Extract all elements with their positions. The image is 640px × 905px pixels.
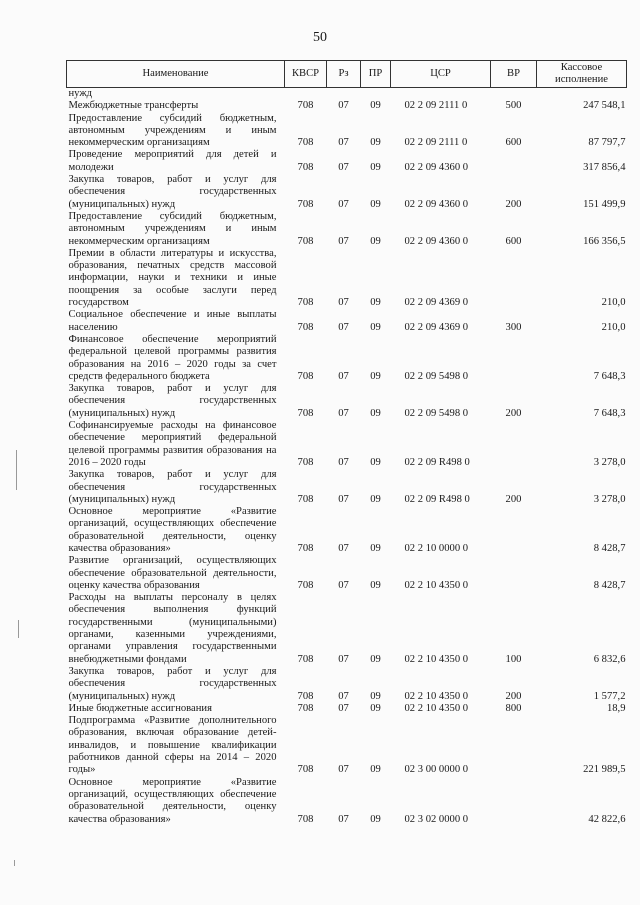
cell-kvsr: 708 (297, 137, 314, 149)
cell-kvsr: 708 (297, 764, 314, 776)
cell-rz: 07 (338, 702, 349, 714)
budget-table-container (66, 60, 626, 826)
cell-pr: 09 (370, 813, 381, 825)
cell-rz: 07 (338, 653, 349, 665)
cell-pr: 09 (370, 579, 381, 591)
cell-amount: 221 989,5 (583, 764, 626, 776)
cell-rz: 07 (338, 542, 349, 554)
cell-name: Закупка товаров, работ и услуг для обеспечения государственных (муниципальных) нужд (68, 665, 277, 702)
cell-rz: 07 (338, 235, 349, 247)
cell-kvsr: 708 (297, 579, 314, 591)
table-row (67, 113, 627, 150)
cell-kvsr: 708 (297, 370, 314, 382)
header-csr: ЦСР (391, 61, 491, 88)
cell-amount: 18,9 (606, 702, 626, 714)
cell-pr: 09 (370, 542, 381, 554)
cell-vr (491, 149, 537, 174)
cell-rz: 07 (338, 456, 349, 468)
cell-kvsr: 708 (297, 161, 314, 173)
cell-name: Закупка товаров, работ и услуг для обеспечения государственных (муниципальных) нужд (68, 383, 277, 419)
cell-pr: 09 (370, 764, 381, 776)
cell-csr: 02 2 09 R498 0 (404, 456, 470, 468)
cell-vr: 600 (505, 137, 522, 149)
cell-csr: 02 2 09 5498 0 (404, 407, 469, 419)
table-row (67, 506, 627, 555)
cell-amount: 8 428,7 (593, 579, 626, 591)
table-row (67, 174, 627, 211)
cell-kvsr: 708 (297, 493, 314, 505)
header-pr: ПР (361, 61, 391, 88)
cell-kvsr (285, 88, 327, 101)
cell-vr (491, 88, 537, 101)
cell-amount: 87 797,7 (588, 137, 626, 149)
table-row (67, 420, 627, 469)
table-row (67, 149, 627, 174)
cell-amount: 317 856,4 (583, 161, 626, 173)
cell-pr: 09 (370, 321, 381, 333)
cell-amount: 247 548,1 (583, 100, 626, 112)
cell-amount: 6 832,6 (593, 653, 626, 665)
cell-amount: 7 648,3 (593, 407, 626, 419)
cell-name: Финансовое обеспечение мероприятий федеральной целевой программы развития образования на 2016 – 2020 годы за счет средств федерального бюджета (68, 333, 277, 382)
cell-pr: 09 (370, 456, 381, 468)
cell-rz: 07 (338, 321, 349, 333)
table-row (67, 703, 627, 715)
cell-pr: 09 (370, 407, 381, 419)
cell-amount: 210,0 (601, 297, 626, 309)
cell-rz: 07 (338, 493, 349, 505)
cell-name: Межбюджетные трансферты (68, 100, 199, 112)
table-row (67, 715, 627, 776)
cell-name: Предоставление субсидий бюджетным, автономным учреждениям и иным некоммерческим организациям (68, 210, 277, 247)
cell-rz: 07 (338, 161, 349, 173)
cell-kvsr: 708 (297, 813, 314, 825)
cell-vr: 300 (505, 321, 522, 333)
cell-vr: 200 (505, 198, 522, 210)
cell-pr: 09 (370, 100, 381, 112)
table-header (67, 61, 627, 88)
cell-name: Премии в области литературы и искусства, образования, печатных средств массовой информации, науки и техники и иные поощрения за особые заслуги перед государством (68, 247, 277, 309)
cell-csr: 02 2 10 4350 0 (404, 653, 469, 665)
cell-rz: 07 (338, 198, 349, 210)
page-number: 50 (313, 30, 327, 45)
cell-name: нужд (68, 88, 93, 99)
cell-name: Подпрограмма «Развитие дополнительного образования, включая образование детей-инвалидов, и повышение квалификации работников данной сферы на 2014 – 2020 годы» (68, 715, 277, 776)
cell-pr (361, 88, 391, 101)
cell-name: Проведение мероприятий для детей и молодежи (68, 149, 277, 173)
cell-csr: 02 2 09 4369 0 (404, 321, 469, 333)
cell-rz: 07 (338, 764, 349, 776)
cell-amount: 210,0 (601, 321, 626, 333)
cell-kvsr: 708 (297, 100, 314, 112)
cell-name: Закупка товаров, работ и услуг для обеспечения государственных (муниципальных) нужд (68, 174, 277, 210)
cell-rz: 07 (338, 690, 349, 702)
cell-kvsr: 708 (297, 456, 314, 468)
cell-amount: 3 278,0 (593, 456, 626, 468)
header-kvsr: КВСР (285, 61, 327, 88)
cell-vr: 600 (505, 235, 522, 247)
cell-kvsr: 708 (297, 297, 314, 309)
cell-rz: 07 (338, 100, 349, 112)
cell-csr (391, 88, 491, 101)
cell-pr: 09 (370, 137, 381, 149)
cell-csr: 02 2 10 4350 0 (404, 690, 469, 702)
cell-csr: 02 2 10 4350 0 (404, 702, 469, 714)
cell-amount: 166 356,5 (583, 235, 626, 247)
cell-rz: 07 (338, 579, 349, 591)
cell-pr: 09 (370, 493, 381, 505)
table-row (67, 777, 627, 826)
cell-pr: 09 (370, 235, 381, 247)
cell-kvsr: 708 (297, 653, 314, 665)
cell-vr: 500 (505, 100, 522, 112)
cell-csr: 02 2 10 4350 0 (404, 579, 469, 591)
table-row (67, 666, 627, 703)
table-row (67, 211, 627, 248)
table-body (67, 88, 627, 826)
cell-amount (537, 88, 627, 101)
table-row (67, 334, 627, 383)
cell-name: Расходы на выплаты персоналу в целях обеспечения выполнения функций государственными (муниципальными) органами, казенными учреждениями, органами управления государственными внебюджетными фондами (68, 592, 277, 665)
cell-pr: 09 (370, 198, 381, 210)
cell-kvsr: 708 (297, 702, 314, 714)
cell-amount: 42 822,6 (588, 813, 626, 825)
cell-kvsr: 708 (297, 198, 314, 210)
scan-speck (18, 620, 19, 638)
cell-kvsr: 708 (297, 235, 314, 247)
cell-vr (491, 420, 537, 469)
scan-speck (16, 450, 17, 490)
cell-vr: 200 (505, 690, 522, 702)
cell-name: Софинансируемые расходы на финансовое обеспечение мероприятий федеральной целевой программы развития образования на 2016 – 2020 годы (68, 420, 277, 468)
cell-rz (327, 88, 361, 101)
cell-csr: 02 2 09 2111 0 (404, 137, 468, 149)
cell-amount: 151 499,9 (583, 198, 626, 210)
budget-table (66, 60, 627, 826)
table-row (67, 88, 627, 101)
cell-rz: 07 (338, 370, 349, 382)
cell-name: Социальное обеспечение и иные выплаты населению (68, 309, 277, 333)
cell-vr: 200 (505, 493, 522, 505)
header-row (67, 61, 627, 88)
cell-csr: 02 3 02 0000 0 (404, 813, 469, 825)
table-row (67, 309, 627, 334)
cell-vr (491, 248, 537, 309)
cell-vr: 800 (505, 702, 522, 714)
cell-vr (491, 506, 537, 555)
cell-amount: 1 577,2 (593, 690, 626, 702)
cell-pr: 09 (370, 702, 381, 714)
cell-csr: 02 2 09 R498 0 (404, 493, 470, 505)
cell-vr (491, 715, 537, 776)
cell-csr: 02 2 09 4360 0 (404, 161, 469, 173)
cell-name: Предоставление субсидий бюджетным, автономным учреждениям и иным некоммерческим организациям (68, 112, 277, 149)
cell-name: Основное мероприятие «Развитие организаций, осуществляющих обеспечение образовательной деятельности, оценку качества образования» (68, 506, 277, 554)
cell-amount: 3 278,0 (593, 493, 626, 505)
cell-rz: 07 (338, 137, 349, 149)
cell-pr: 09 (370, 297, 381, 309)
table-row (67, 100, 627, 112)
cell-csr: 02 2 09 4360 0 (404, 198, 469, 210)
cell-rz: 07 (338, 407, 349, 419)
cell-name: Основное мероприятие «Развитие организаций, осуществляющих обеспечение образовательной деятельности, оценку качества образования» (68, 776, 277, 825)
cell-rz: 07 (338, 297, 349, 309)
cell-name: Развитие организаций, осуществляющих обеспечение образовательной деятельности, оценку качества образования (68, 555, 277, 591)
cell-csr: 02 3 00 0000 0 (404, 764, 469, 776)
cell-vr (491, 777, 537, 826)
cell-kvsr: 708 (297, 690, 314, 702)
cell-pr: 09 (370, 653, 381, 665)
cell-csr: 02 2 09 2111 0 (404, 100, 468, 112)
table-row (67, 469, 627, 506)
cell-csr: 02 2 09 4360 0 (404, 235, 469, 247)
table-row (67, 383, 627, 420)
cell-amount: 8 428,7 (593, 542, 626, 554)
table-row (67, 592, 627, 666)
scan-speck (14, 860, 15, 866)
cell-name: Закупка товаров, работ и услуг для обеспечения государственных (муниципальных) нужд (68, 469, 277, 505)
cell-vr: 200 (505, 407, 522, 419)
cell-rz: 07 (338, 813, 349, 825)
header-amount: Кассовое исполнение (537, 61, 627, 88)
cell-csr: 02 2 09 4369 0 (404, 297, 469, 309)
cell-pr: 09 (370, 690, 381, 702)
cell-name: Иные бюджетные ассигнования (68, 702, 212, 714)
cell-pr: 09 (370, 370, 381, 382)
cell-vr (491, 334, 537, 383)
cell-csr: 02 2 09 5498 0 (404, 370, 469, 382)
header-rz: Рз (327, 61, 361, 88)
table-row (67, 248, 627, 309)
cell-amount: 7 648,3 (593, 370, 626, 382)
cell-pr: 09 (370, 161, 381, 173)
table-row (67, 555, 627, 592)
cell-kvsr: 708 (297, 321, 314, 333)
cell-csr: 02 2 10 0000 0 (404, 542, 469, 554)
cell-kvsr: 708 (297, 542, 314, 554)
cell-vr (491, 555, 537, 592)
header-vr: ВР (491, 61, 537, 88)
cell-vr: 100 (505, 653, 522, 665)
cell-kvsr: 708 (297, 407, 314, 419)
header-name: Наименование (67, 61, 285, 88)
